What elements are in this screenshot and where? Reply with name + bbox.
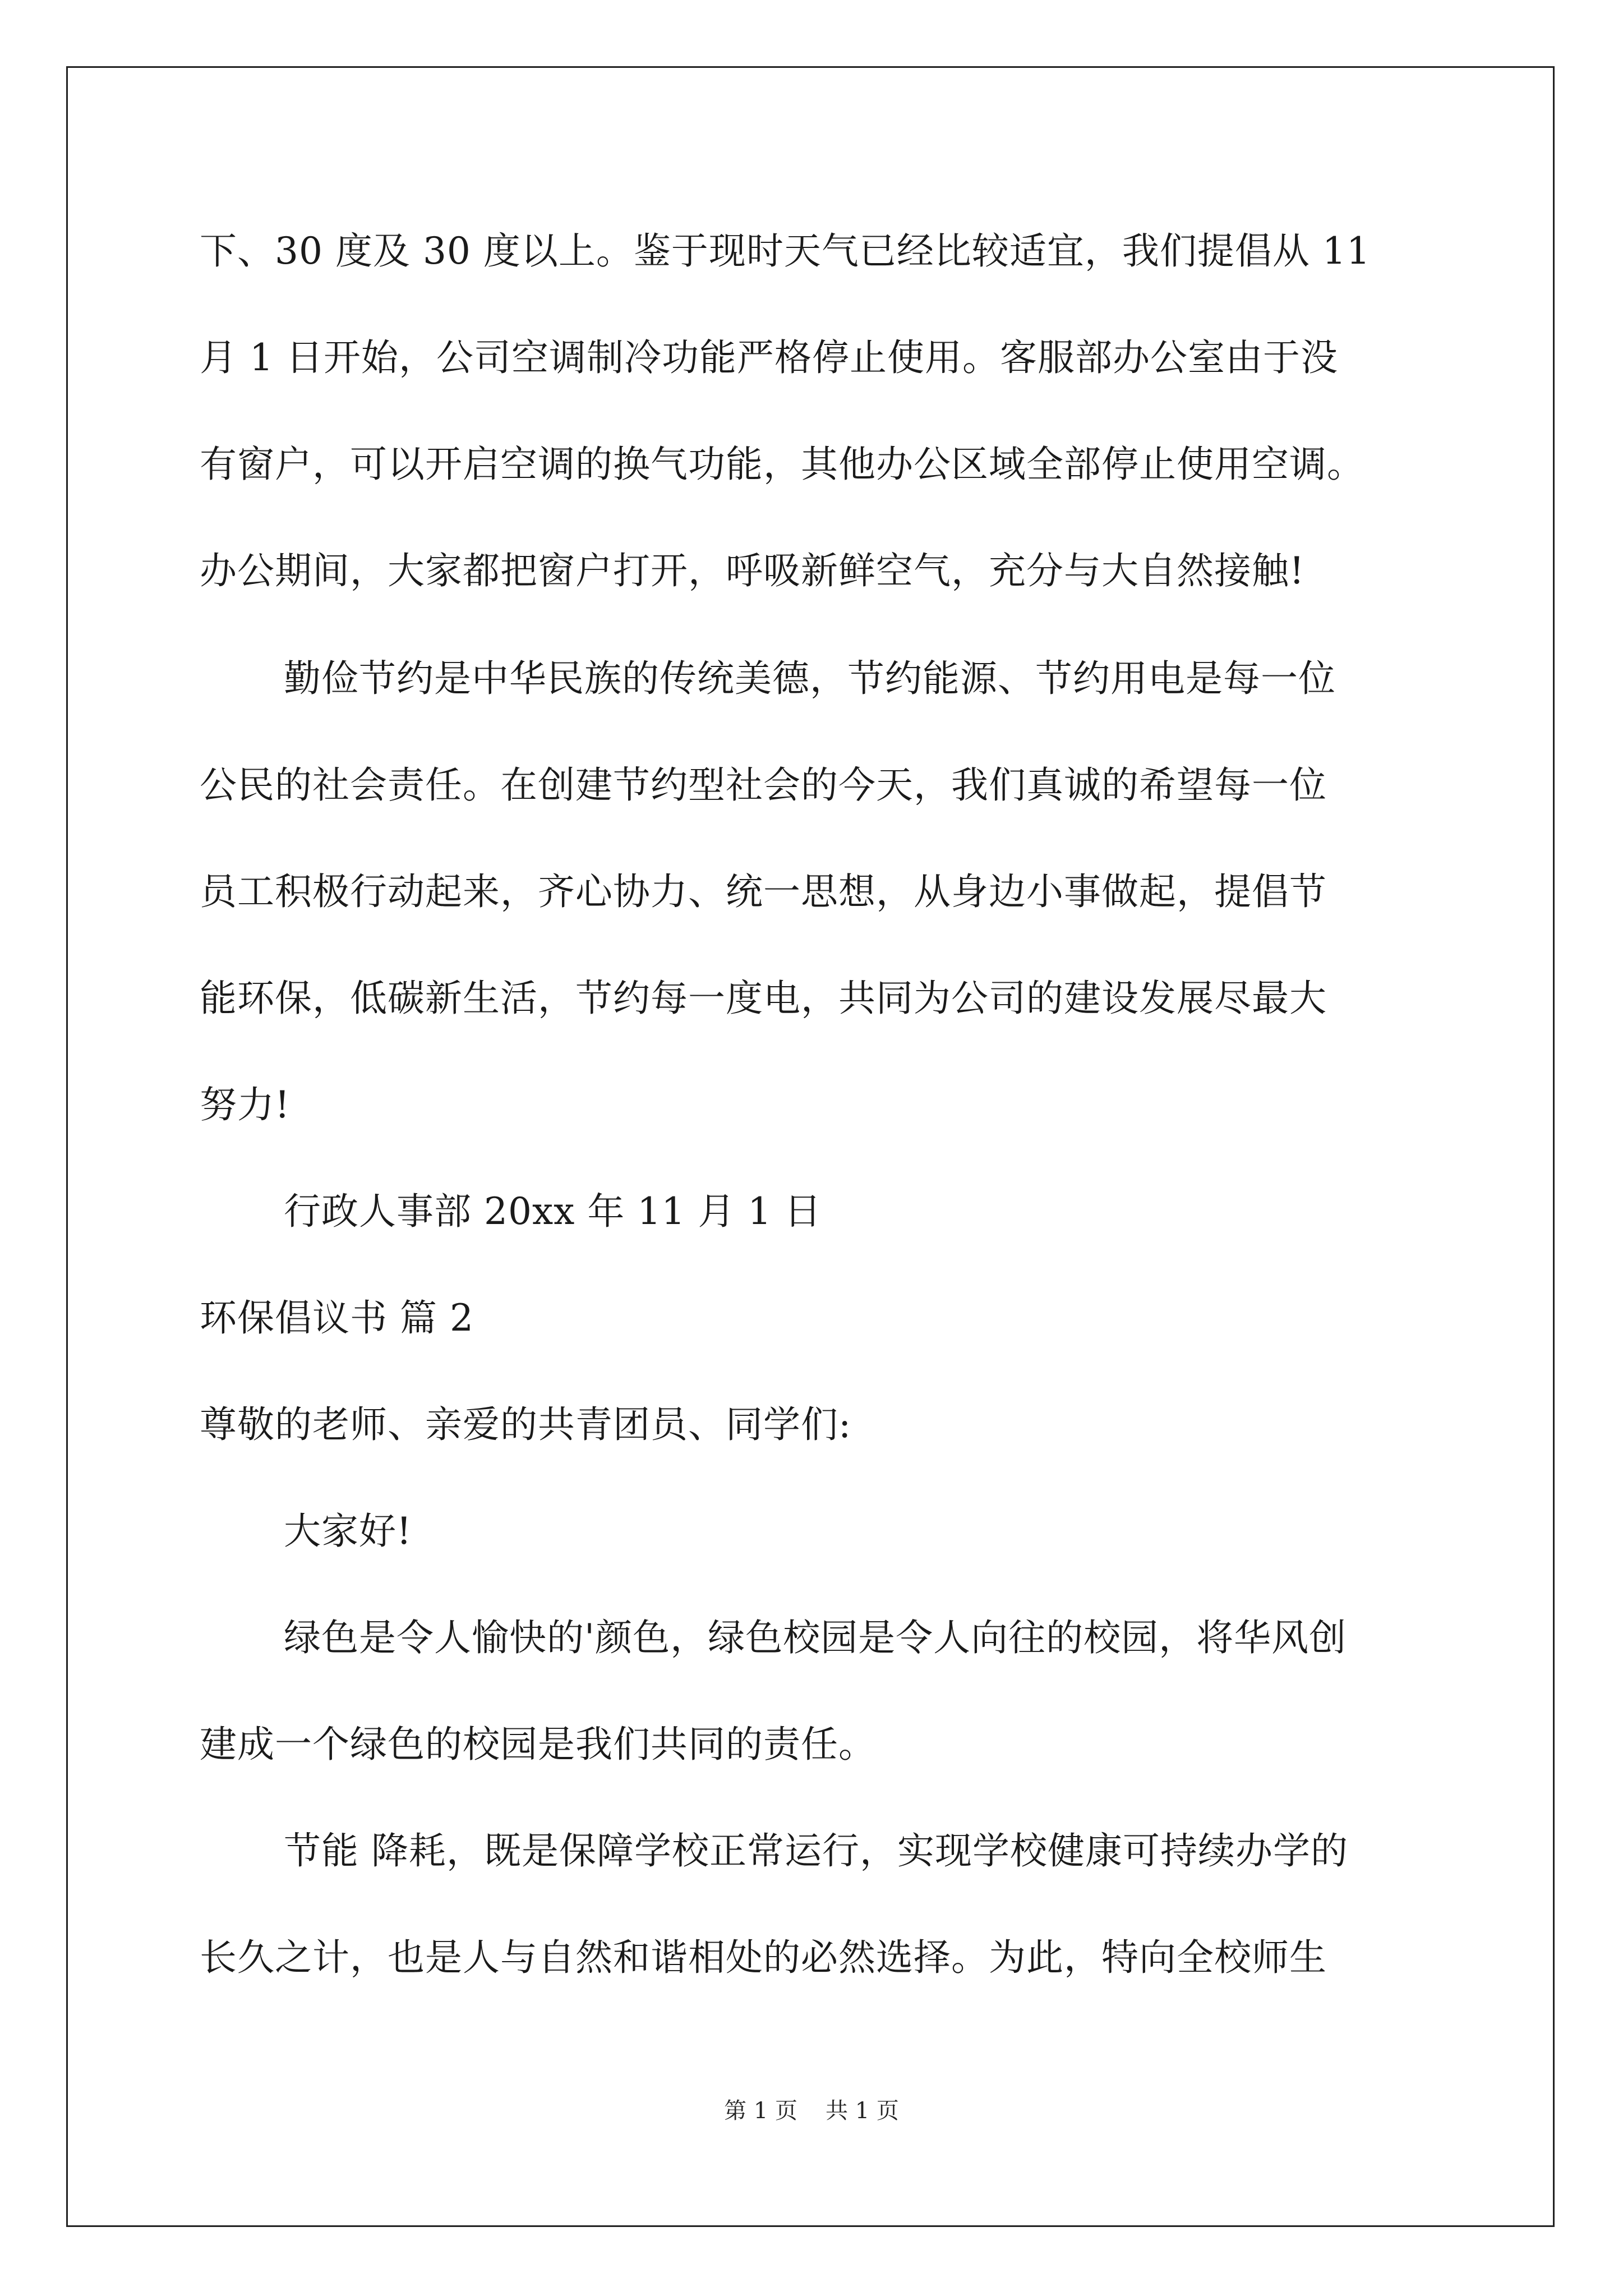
paragraph-2-line-2: 公民的社会责任。在创建节约型社会的今天，我们真诚的希望每一位 — [200, 763, 1327, 807]
paragraph-2-line-1: 勤俭节约是中华民族的传统美德，节约能源、节约用电是每一位 — [284, 657, 1336, 700]
paragraph-3-line-1: 绿色是令人愉快的'颜色，绿色校园是令人向往的校园，将华风创 — [284, 1616, 1347, 1659]
paragraph-4-line-1: 节能 降耗，既是保障学校正常运行，实现学校健康可持续办学的 — [284, 1829, 1348, 1872]
page-border — [66, 66, 1555, 2227]
paragraph-1-line-4: 办公期间，大家都把窗户打开，呼吸新鲜空气，充分与大自然接触! — [200, 549, 1305, 592]
paragraph-3-line-2: 建成一个绿色的校园是我们共同的责任。 — [200, 1723, 876, 1766]
paragraph-2-line-3: 员工积极行动起来，齐心协力、统一思想，从身边小事做起，提倡节 — [200, 870, 1327, 913]
signature: 行政人事部 20xx 年 11 月 1 日 — [284, 1190, 822, 1233]
paragraph-2-line-4: 能环保，低碳新生活，节约每一度电，共同为公司的建设发展尽最大 — [200, 977, 1327, 1020]
page-number: 第 1 页 — [724, 2098, 797, 2124]
paragraph-1-line-2: 月 1 日开始，公司空调制冷功能严格停止使用。客服部办公室由于没 — [200, 336, 1338, 379]
greeting: 大家好! — [284, 1510, 412, 1553]
section-heading: 环保倡议书 篇 2 — [200, 1296, 474, 1340]
salutation: 尊敬的老师、亲爱的共青团员、同学们: — [200, 1403, 852, 1446]
page-footer — [0, 2095, 1623, 2127]
page-total: 共 1 页 — [826, 2098, 899, 2124]
paragraph-1-line-3: 有窗户，可以开启空调的换气功能，其他办公区域全部停止使用空调。 — [200, 443, 1364, 486]
paragraph-4-line-2: 长久之计，也是人与自然和谐相处的必然选择。为此，特向全校师生 — [200, 1936, 1327, 1979]
paragraph-2-line-5: 努力! — [200, 1083, 291, 1126]
paragraph-1-line-1: 下、30 度及 30 度以上。鉴于现时天气已经比较适宜，我们提倡从 11 — [200, 229, 1371, 273]
